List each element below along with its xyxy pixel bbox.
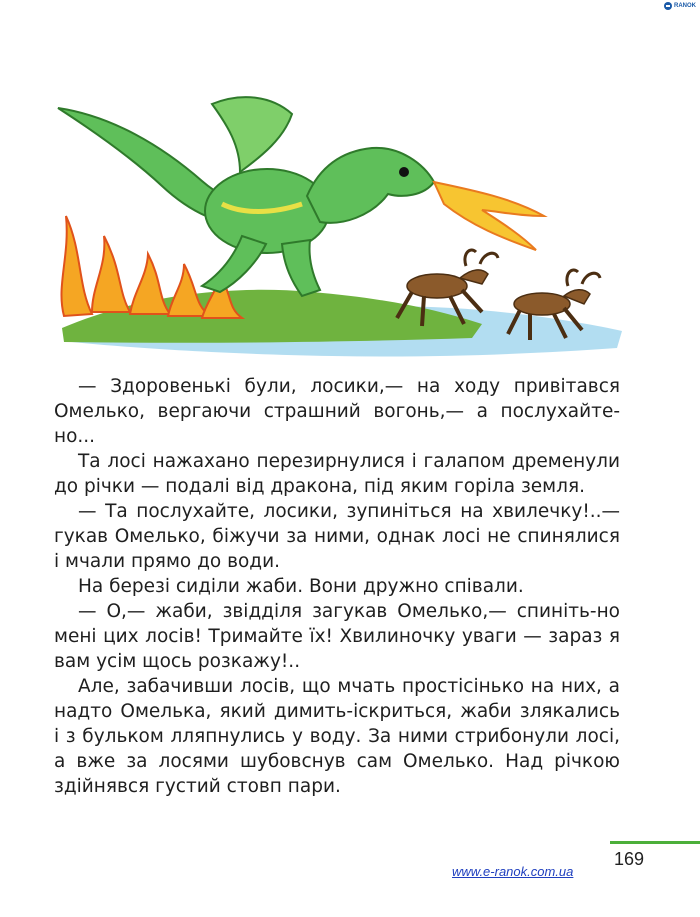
footer-rule [610,841,700,844]
paragraph-6: Але, забачивши лосів, що мчать простісінько на них, а надто Омелька, який димить-іскриться, жаби злякались і з бульком лляпнулись у воду. За ними стрибонули лосі, а вже за лосями шубовснув сам Омелько. Над річкою здійнявся густий стовп пари. [54,676,620,797]
story-text [54,374,620,799]
ranok-logo-icon [664,2,672,10]
logo-text: RANOK [674,3,696,9]
fire-breath [434,182,544,250]
dragon-chasing-moose-illustration [52,86,628,368]
paragraph-3: — Та послухайте, лосики, зупиніться на хвилечку!..— гукав Омелько, біжучи за ними, однак лосі не спинялися і мчали прямо до води. [54,501,620,572]
page-number: 169 [614,849,645,869]
paragraph-1: — Здоровенькі були, лосики,— на ходу привітався Омелько, вергаючи страшний вогонь,— а послухайте-но... [54,376,620,447]
website-link[interactable]: www.e-ranok.com.ua [452,864,574,879]
paragraph-5: — О,— жаби, звідділя загукав Омелько,— спиніть-но мені цих лосів! Тримайте їх! Хвилиночку уваги — зараз я вам усім щось розкажу!.. [54,601,620,672]
paragraph-2: Та лосі нажахано перезирнулися і галапом дременули до річки — подалі від дракона, під яким горіла земля. [54,451,620,497]
publisher-logo [664,2,696,10]
paragraph-4: На березі сиділи жаби. Вони дружно співали. [78,576,524,597]
